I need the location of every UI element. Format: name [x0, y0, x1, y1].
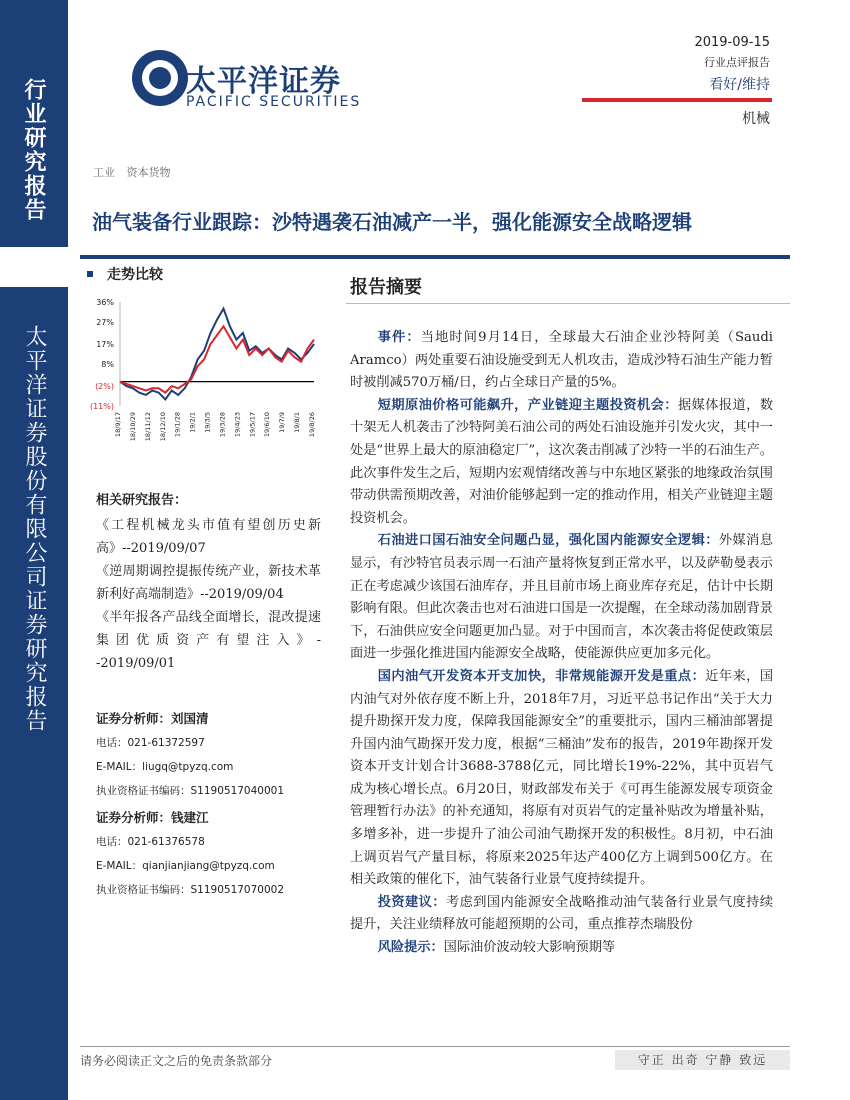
summary-divider	[346, 303, 790, 304]
breadcrumb-item: 工业	[93, 166, 115, 179]
report-date: 2019-09-15	[694, 35, 770, 50]
summary-paragraph	[350, 937, 773, 960]
x-tick-label: 18/9/17	[114, 412, 122, 438]
analyst-card	[96, 709, 284, 807]
paragraph-text: 考虑到国内能源安全战略推动油气装备行业景气度持续提升，关注业绩释放可能超预期的公司，重点推荐杰瑞股份	[350, 894, 774, 933]
x-tick-label: 19/3/5	[203, 412, 212, 433]
paragraph-text: 当地时间9月14日，全球最大石油企业沙特阿美（Saudi Aramco）两处重要石油设施受到无人机攻击，造成沙特石油生产能力暂时被削减570万桶/日，约占全球日产量的5%。	[350, 330, 774, 391]
trend-chart	[86, 294, 326, 454]
summary-body	[350, 327, 773, 960]
analyst-phone: 电话：021-61372597	[96, 737, 205, 749]
report-meta	[694, 35, 770, 94]
logo-name-cn: 太平洋证券	[186, 64, 341, 99]
title-divider	[80, 255, 790, 259]
header-accent-bar	[582, 98, 772, 102]
paragraph-lead: 风险提示：	[377, 940, 444, 956]
paragraph-text: 国际油价波动较大影响预期等	[443, 940, 616, 956]
trend-heading	[87, 264, 317, 284]
rating: 看好/维持	[709, 77, 770, 93]
analyst-name: 证券分析师：钱建江	[96, 810, 209, 825]
summary-paragraph	[350, 530, 773, 666]
x-tick-label: 19/7/9	[278, 412, 287, 433]
trend-label: 走势比较	[107, 267, 163, 283]
sidebar-divider	[0, 247, 68, 287]
footer-motto: 守正 出奇 宁静 致远	[615, 1050, 790, 1070]
analyst-name: 证券分析师：刘国清	[96, 711, 209, 726]
logo-name-en: PACIFIC SECURITIES	[186, 94, 362, 110]
summary-paragraph	[350, 327, 773, 395]
x-tick-label: 19/2/1	[188, 412, 197, 433]
breadcrumb	[93, 164, 179, 180]
analyst-email: E-MAIL：qianjianjiang@tpyzq.com	[96, 860, 275, 872]
y-tick-label: (2%)	[95, 382, 114, 392]
analyst-card	[96, 808, 284, 906]
trend-chart-svg	[86, 294, 326, 454]
y-tick-label: 8%	[101, 359, 114, 369]
paragraph-lead: 国内油气开发资本开支加快，非常规能源开发是重点：	[377, 668, 706, 684]
x-tick-label: 19/8/26	[308, 412, 316, 438]
footer-divider	[80, 1046, 790, 1047]
x-tick-label: 18/11/12	[143, 412, 152, 442]
y-tick-label: 17%	[96, 340, 114, 350]
x-tick-label: 19/5/17	[248, 412, 257, 438]
bullet-square-icon	[87, 271, 93, 277]
summary-paragraph	[350, 395, 773, 531]
analyst-phone: 电话：021-61376578	[96, 836, 205, 848]
related-report-item: 《半年报各产品线全面增长，混改提速集团优质资产有望注入》--2019/09/01	[96, 610, 321, 671]
firm-report-label: 太平洋证券股份有限公司证券研究报告	[22, 325, 47, 733]
summary-paragraph	[350, 892, 773, 937]
sidebar	[0, 0, 68, 1100]
series-line	[120, 326, 314, 392]
related-heading: 相关研究报告：	[96, 493, 188, 508]
analyst-license: 执业资格证书编码：S1190517040001	[96, 785, 285, 797]
footer-disclaimer: 请务必阅读正文之后的免责条款部分	[80, 1054, 273, 1068]
paragraph-text: 外媒消息显示，有沙特官员表示周一石油产量将恢复到正常水平，以及萨勒曼表示正在考虑减少该国石油库存，并且目前市场上商业库存充足，估计中长期影响有限。但此次袭击也对石油进口国是一次提醒，在全球动荡加剧背景下，石油供应安全问题更加凸显。对于中国而言，本次袭击将促使政策层面进一步强化推进国内能源安全战略，使能源供应更加多元化。	[350, 533, 774, 662]
paragraph-lead: 事件：	[377, 330, 421, 345]
analyst-email: E-MAIL：liugq@tpyzq.com	[96, 761, 234, 773]
summary-heading: 报告摘要	[350, 277, 422, 298]
paragraph-lead: 石油进口国石油安全问题凸显，强化国内能源安全逻辑：	[377, 533, 719, 549]
x-tick-label: 18/10/29	[128, 412, 137, 442]
x-tick-label: 19/8/1	[293, 412, 302, 433]
series-line	[120, 309, 314, 400]
x-tick-label: 19/4/23	[233, 412, 242, 438]
paragraph-text: 近年来，国内油气对外依存度不断上升，2018年7月，习近平总书记作出“关于大力提升勘探开发力度，保障我国能源安全”的重要批示，国内三桶油部署提升国内油气勘探开发力度，根据“三桶油”发布的报告，2019年勘探开发资本开支计划合计3688-3788亿元，同比增长19%-22%，其中页岩气成为核心增长点。6月20日，财政部发布关于《可再生能源发展专项资金管理暂行办法》的补充通知，将原有对页岩气的定量补贴改为增量补贴，多增多补，进一步提升了油公司油气勘探开发的积极性。8月初，中石油上调页岩气产量目标，将原来2025年达产400亿方上调到500亿方。在相关政策的催化下，油气装备行业景气度持续提升。	[350, 668, 774, 888]
y-tick-label: 36%	[96, 298, 114, 307]
y-tick-label: 27%	[96, 317, 114, 327]
related-reports	[96, 489, 321, 675]
report-type: 行业点评报告	[704, 56, 770, 69]
paragraph-text: 据媒体报道，数十架无人机袭击了沙特阿美石油公司的两处石油设施并引发火灾，其中一处是“世界上最大的原油稳定厂”，这次袭击削减了沙特一半的石油生产。此次事件发生之后，短期内宏观情绪改善与中东地区紧张的地缘政治氛围带动供需预期改善，对油价能够起到一定的推动作用，相关产业链迎主题投资机会。	[350, 397, 774, 526]
analyst-license: 执业资格证书编码：S1190517070002	[96, 884, 285, 896]
breadcrumb-item: 资本货物	[126, 166, 171, 179]
related-report-item: 《逆周期调控提振传统产业，新技术革新利好高端制造》--2019/09/04	[96, 564, 321, 602]
x-tick-label: 19/1/28	[173, 412, 182, 438]
x-tick-label: 19/3/28	[218, 412, 227, 438]
report-title: 油气装备行业跟踪：沙特遇袭石油减产一半，强化能源安全战略逻辑	[92, 210, 692, 234]
related-report-item: 《工程机械龙头市值有望创历史新高》--2019/09/07	[96, 518, 321, 556]
paragraph-lead: 短期原油价格可能飙升，产业链迎主题投资机会：	[377, 397, 678, 413]
y-tick-label: (11%)	[89, 402, 114, 411]
x-tick-label: 18/12/10	[158, 412, 167, 442]
report-category: 行业研究报告	[21, 78, 47, 222]
sector: 机械	[742, 111, 770, 127]
x-tick-label: 19/6/10	[263, 412, 272, 438]
paragraph-lead: 投资建议：	[377, 894, 446, 910]
trend-section	[87, 264, 317, 284]
summary-paragraph	[350, 666, 773, 892]
